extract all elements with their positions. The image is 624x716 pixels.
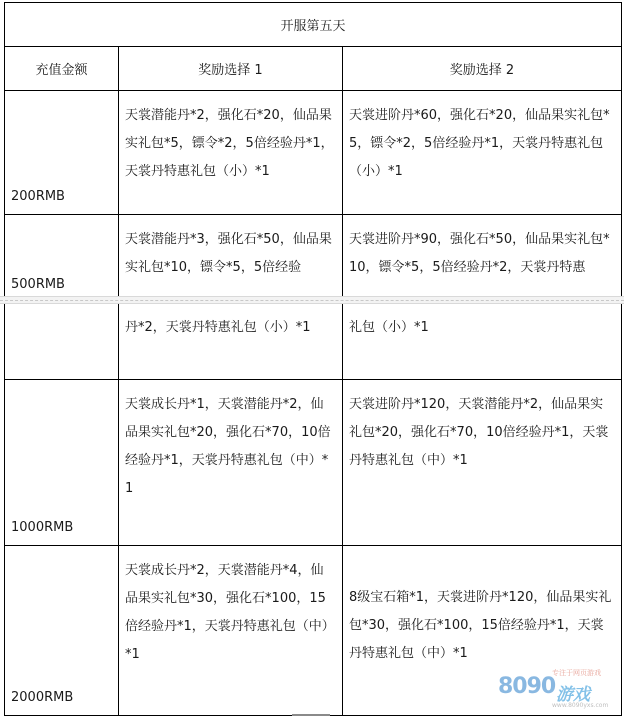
table-row <box>5 304 622 380</box>
option-1-cell: 天裳成长丹*1，天裳潜能丹*2，仙品果实礼包*20，强化石*70，10倍经验丹*1，天裳丹特惠礼包（中）*1 <box>119 380 343 546</box>
table-row <box>5 91 622 215</box>
watermark-tagline: 专注于网页游戏 <box>552 669 601 677</box>
table-row <box>5 215 622 297</box>
table-segment-top <box>0 0 624 296</box>
amount-cell <box>5 304 119 380</box>
amount-cell: 1000RMB <box>5 380 119 546</box>
watermark-brand: 游戏 <box>556 685 590 705</box>
table-segment-bottom <box>0 304 624 716</box>
amount-cell: 2000RMB <box>5 546 119 716</box>
option-2-cell: 天裳进阶丹*90，强化石*50，仙品果实礼包*10，镖令*5，5倍经验丹*2，天裳丹特惠 <box>343 215 622 297</box>
header-option-2: 奖励选择 2 <box>343 47 622 91</box>
amount-cell: 200RMB <box>5 91 119 215</box>
watermark-number: 8090 <box>498 674 556 699</box>
option-2-cell: 8级宝石箱*1，天裳进阶丹*120，仙品果实礼包*30，强化石*100，15倍经验丹*1，天裳丹特惠礼包（中）*1 <box>343 546 622 716</box>
site-watermark-logo <box>498 666 618 710</box>
reward-table-continued <box>4 304 622 716</box>
option-2-cell: 礼包（小）*1 <box>343 304 622 380</box>
reward-table <box>4 2 622 296</box>
option-2-cell: 天裳进阶丹*120，天裳潜能丹*2，仙品果实礼包*20，强化石*70，10倍经验丹*1，天裳丹特惠礼包（中）*1 <box>343 380 622 546</box>
option-1-cell: 天裳成长丹*2，天裳潜能丹*4，仙品果实礼包*30，强化石*100，15倍经验丹*1，天裳丹特惠礼包（中）*1 <box>119 546 343 716</box>
option-1-cell: 天裳潜能丹*2，强化石*20，仙品果实礼包*5，镖令*2，5倍经验丹*1，天裳丹特惠礼包（小）*1 <box>119 91 343 215</box>
option-1-cell: 丹*2，天裳丹特惠礼包（小）*1 <box>119 304 343 380</box>
option-2-cell: 天裳进阶丹*60，强化石*20，仙品果实礼包*5，镖令*2，5倍经验丹*1，天裳丹特惠礼包（小）*1 <box>343 91 622 215</box>
watermark-url: www.8090yxs.com <box>552 702 609 709</box>
table-row <box>5 380 622 546</box>
amount-cell: 500RMB <box>5 215 119 297</box>
option-1-cell: 天裳潜能丹*3，强化石*50，仙品果实礼包*10，镖令*5，5倍经验 <box>119 215 343 297</box>
header-amount: 充值金额 <box>5 47 119 91</box>
page-break <box>0 296 624 304</box>
table-title: 开服第五天 <box>5 3 622 47</box>
header-option-1: 奖励选择 1 <box>119 47 343 91</box>
